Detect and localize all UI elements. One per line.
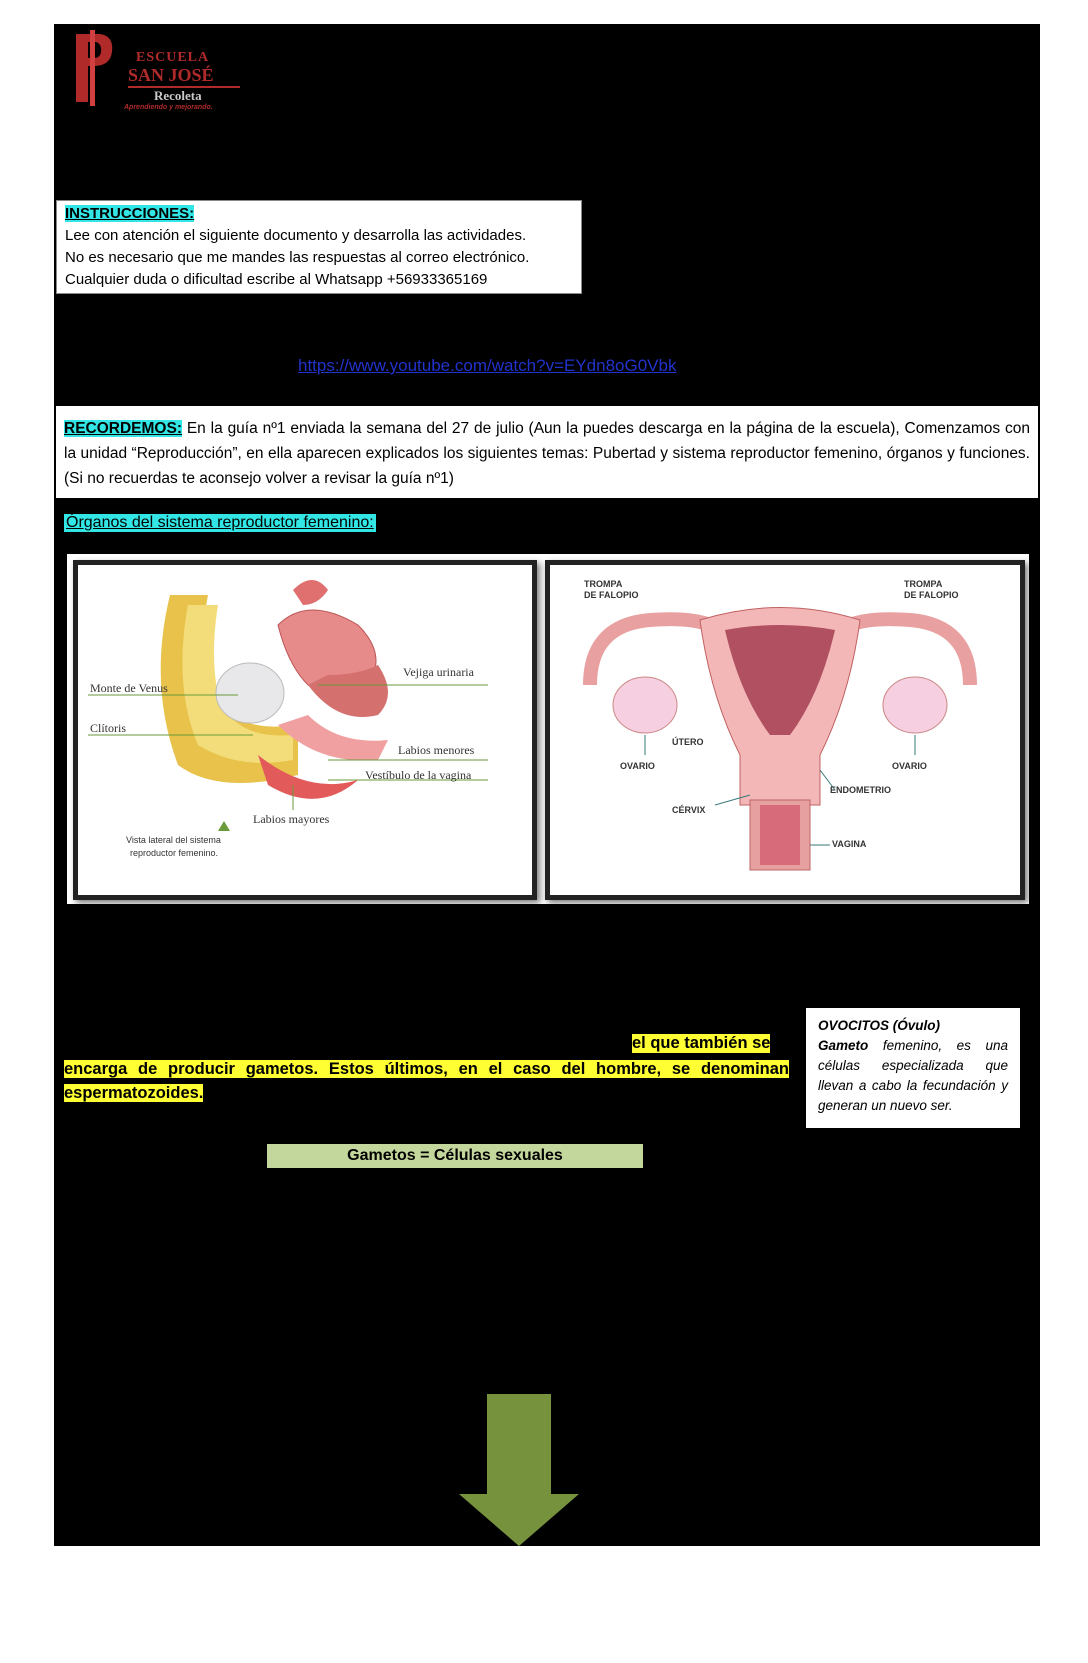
ovocitos-gameto: Gameto [818, 1038, 869, 1053]
logo-line2: SAN JOSÉ [128, 65, 214, 85]
uterus-illustration [550, 565, 1010, 885]
gametes-paragraph [64, 1057, 789, 1105]
down-arrow-icon [455, 1394, 583, 1546]
document-page [54, 24, 1040, 1546]
gametes-highlight-rest: encarga de producir gametos. Estos últimos, en el caso del hombre, se denominan espermatozoides. [64, 1060, 789, 1102]
instructions-box [56, 200, 582, 294]
instructions-line: Lee con atención el siguiente documento y desarrolla las actividades. [65, 227, 527, 244]
label-ovario-left: OVARIO [620, 761, 655, 771]
label-cervix: CÉRVIX [672, 805, 706, 815]
label-labios-mayores: Labios mayores [253, 812, 330, 826]
recordemos-box [56, 406, 1038, 498]
label-trompa-left-2: DE FALOPIO [584, 590, 639, 600]
label-ovario-right: OVARIO [892, 761, 927, 771]
ovocitos-title: OVOCITOS (Óvulo) [818, 1018, 941, 1033]
school-logo [68, 28, 228, 110]
caption-line2: reproductor femenino. [130, 848, 219, 858]
label-utero: ÚTERO [672, 737, 704, 747]
label-trompa-left-1: TROMPA [584, 579, 623, 589]
gametes-highlight-line1: el que también se [632, 1034, 771, 1052]
label-trompa-right-2: DE FALOPIO [904, 590, 959, 600]
label-vejiga-urinaria: Vejiga urinaria [403, 665, 474, 679]
video-link[interactable]: https://www.youtube.com/watch?v=EYdn8oG0Vbk [298, 356, 677, 375]
label-vagina: VAGINA [832, 839, 867, 849]
caption-line1: Vista lateral del sistema [126, 835, 221, 845]
frontal-view-figure [545, 560, 1025, 900]
label-clitoris: Clítoris [90, 721, 127, 735]
label-vestibulo-vagina: Vestíbulo de la vagina [365, 768, 472, 782]
instructions-line: Cualquier duda o dificultad escribe al Whatsapp +56933365169 [65, 271, 488, 288]
label-labios-menores: Labios menores [398, 743, 475, 757]
recordemos-label: RECORDEMOS: [64, 420, 182, 437]
logo-line1: ESCUELA [136, 50, 210, 65]
recordemos-text: En la guía nº1 enviada la semana del 27 de julio (Aun la puedes descarga en la página de la escuela), Comenzamos con la unidad “Reproducción”, en ella aparecen explicados los siguientes temas: Pubertad y sistema reproductor femenino, órganos y funciones. (Si no recuerdas te aconsejo volver a revisar la guía nº1) [64, 420, 1030, 487]
ovocitos-definition: femenino, es una células especializada que llevan a cabo la fecundación y generan un nuevo ser. [818, 1038, 1008, 1113]
logo-tagline: Aprendiendo y mejorando. [124, 104, 213, 111]
gametos-banner: Gametos = Células sexuales [267, 1144, 643, 1168]
instructions-title: INSTRUCCIONES: [65, 205, 195, 222]
instructions-line: No es necesario que me mandes las respuestas al correo electrónico. [65, 249, 530, 266]
label-trompa-right-1: TROMPA [904, 579, 943, 589]
ovocitos-box [806, 1008, 1020, 1128]
logo-line3: Recoleta [154, 88, 202, 103]
label-endometrio: ENDOMETRIO [830, 785, 892, 795]
school-logo-mark-icon [70, 30, 114, 106]
label-monte-de-venus: Monte de Venus [90, 681, 168, 695]
lateral-view-figure [73, 560, 537, 900]
anatomy-images [67, 554, 1029, 904]
organos-title: Órganos del sistema reproductor femenino: [66, 514, 374, 531]
